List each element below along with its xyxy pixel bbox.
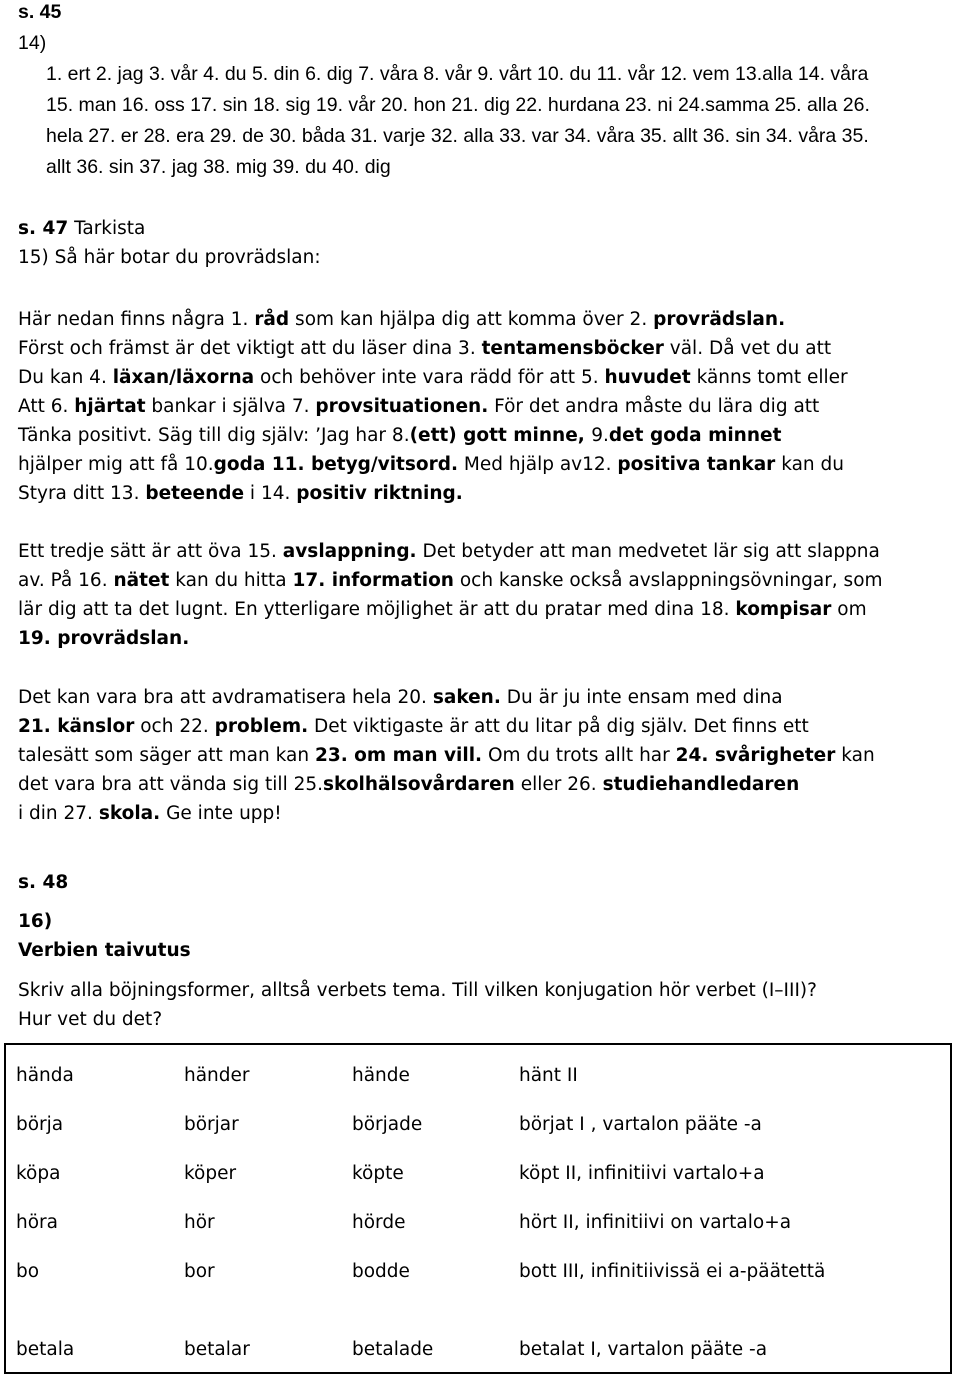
verb-supine: börjat I , vartalon pääte -a bbox=[519, 1114, 762, 1135]
text-segment: bankar i själva 7. bbox=[145, 396, 316, 417]
text-segment: kan du hitta bbox=[169, 570, 293, 591]
text-segment: och behöver inte vara rädd för att 5. bbox=[254, 367, 605, 388]
text-segment: Att 6. bbox=[18, 396, 75, 417]
answer-text: 24. svårigheter bbox=[675, 745, 836, 766]
verb-supine: bott III, infinitiivissä ei a-päätettä bbox=[519, 1261, 826, 1282]
exercise-14-line-2: 15. man 16. oss 17. sin 18. sig 19. vår 20. hon 21. dig 22. hurdana 23. ni 24.samma 25. alla 26. bbox=[46, 94, 870, 116]
text-segment: kan bbox=[835, 745, 875, 766]
answer-text: hjärtat bbox=[74, 396, 146, 417]
verb-supine: köpt II, infinitiivi vartalo+a bbox=[519, 1163, 765, 1184]
text-segment: om bbox=[831, 599, 867, 620]
text-segment: Du är ju inte ensam med dina bbox=[500, 687, 783, 708]
verb-present: betalar bbox=[184, 1339, 250, 1360]
paragraph-line bbox=[18, 479, 948, 508]
text-segment: av. På 16. bbox=[18, 570, 114, 591]
text-segment: i 14. bbox=[244, 483, 297, 504]
exercise-15-paragraph-1 bbox=[18, 305, 948, 508]
exercise-16-title: Verbien taivutus bbox=[18, 940, 191, 961]
text-segment: det vara bra att vända sig till 25. bbox=[18, 774, 324, 795]
page-ref-47: s. 47 Tarkista bbox=[18, 218, 146, 239]
text-segment: Det betyder att man medvetet lär sig att slappna bbox=[416, 541, 880, 562]
verb-supine: hört II, infinitiivi on vartalo+a bbox=[519, 1212, 792, 1233]
text-segment: lär dig att ta det lugnt. En ytterligare möjlighet är att du pratar med dina 18. bbox=[18, 599, 736, 620]
section-48 bbox=[18, 868, 948, 897]
verb-infinitive: bo bbox=[16, 1261, 40, 1282]
answer-text: skola. bbox=[98, 803, 161, 824]
paragraph-line bbox=[18, 624, 948, 653]
paragraph-line bbox=[18, 770, 948, 799]
verb-past: bodde bbox=[352, 1261, 410, 1282]
text-segment: väl. Då vet du att bbox=[663, 338, 832, 359]
answer-text: saken. bbox=[432, 687, 501, 708]
paragraph-line bbox=[18, 363, 948, 392]
verb-infinitive: hända bbox=[16, 1065, 74, 1086]
exercise-16-instruction bbox=[18, 976, 948, 1034]
answer-text: läxan/läxorna bbox=[112, 367, 255, 388]
verb-infinitive: höra bbox=[16, 1212, 58, 1233]
paragraph-line bbox=[18, 683, 948, 712]
answer-text: skolhälsovårdaren bbox=[323, 774, 515, 795]
exercise-16-header bbox=[18, 907, 948, 965]
paragraph-line bbox=[18, 421, 948, 450]
answer-text: studiehandledaren bbox=[602, 774, 800, 795]
answer-text: problem. bbox=[214, 716, 309, 737]
paragraph-line bbox=[18, 305, 948, 334]
text-segment: Det kan vara bra att avdramatisera hela 20. bbox=[18, 687, 433, 708]
verb-infinitive: betala bbox=[16, 1339, 75, 1360]
answer-text: 17. information bbox=[292, 570, 454, 591]
instruction-line-1: Skriv alla böjningsformer, alltså verbets tema. Till vilken konjugation hör verbet (I–III)? bbox=[18, 980, 817, 1001]
exercise-14-line-3: hela 27. er 28. era 29. de 30. båda 31. varje 32. alla 33. var 34. våra 35. allt 36. sin 34. våra 35. bbox=[46, 125, 869, 147]
answer-text: provsituationen. bbox=[315, 396, 489, 417]
answer-text: nätet bbox=[113, 570, 170, 591]
answer-text: kompisar bbox=[735, 599, 832, 620]
answer-text: avslappning. bbox=[282, 541, 417, 562]
text-segment: För det andra måste du lära dig att bbox=[488, 396, 820, 417]
text-segment: som kan hjälpa dig att komma över 2. bbox=[289, 309, 654, 330]
text-segment: Du kan 4. bbox=[18, 367, 113, 388]
page-ref-45: s. 45 bbox=[18, 1, 62, 23]
text-segment: eller 26. bbox=[514, 774, 603, 795]
text-segment: talesätt som säger att man kan bbox=[18, 745, 315, 766]
answer-text: positiv riktning. bbox=[296, 483, 463, 504]
verb-infinitive: köpa bbox=[16, 1163, 61, 1184]
paragraph-line bbox=[18, 741, 948, 770]
text-segment: Ge inte upp! bbox=[160, 803, 282, 824]
text-segment: Styra ditt 13. bbox=[18, 483, 146, 504]
verb-supine: hänt II bbox=[519, 1065, 578, 1086]
verb-present: händer bbox=[184, 1065, 250, 1086]
verb-infinitive: börja bbox=[16, 1114, 64, 1135]
text-segment: 9. bbox=[591, 425, 609, 446]
verb-present: börjar bbox=[184, 1114, 239, 1135]
verb-present: bor bbox=[184, 1261, 215, 1282]
section-45 bbox=[18, 0, 948, 183]
answer-text: (ett) gott minne, bbox=[409, 425, 592, 446]
paragraph-line bbox=[18, 712, 948, 741]
verb-past: köpte bbox=[352, 1163, 404, 1184]
exercise-16-number: 16) bbox=[18, 911, 53, 932]
verb-past: hörde bbox=[352, 1212, 406, 1233]
verb-conjugation-table bbox=[4, 1043, 952, 1374]
page-ref-48: s. 48 bbox=[18, 872, 69, 893]
paragraph-line bbox=[18, 450, 948, 479]
text-segment: Här nedan finns några 1. bbox=[18, 309, 255, 330]
paragraph-line bbox=[18, 595, 948, 624]
verb-present: hör bbox=[184, 1212, 215, 1233]
text-segment: hjälper mig att få 10. bbox=[18, 454, 214, 475]
text-segment: och kanske också avslappningsövningar, som bbox=[453, 570, 883, 591]
section-47 bbox=[18, 214, 948, 272]
exercise-14-line-4: allt 36. sin 37. jag 38. mig 39. du 40. dig bbox=[46, 156, 391, 178]
paragraph-line bbox=[18, 334, 948, 363]
exercise-15-title: 15) Så här botar du provrädslan: bbox=[18, 247, 321, 268]
answer-text: positiva tankar bbox=[617, 454, 776, 475]
exercise-14-line-1: 1. ert 2. jag 3. vår 4. du 5. din 6. dig 7. våra 8. vår 9. vårt 10. du 11. vår 12. vem 13.alla 14. våra bbox=[46, 63, 869, 85]
answer-text: beteende bbox=[145, 483, 245, 504]
verb-past: hände bbox=[352, 1065, 410, 1086]
exercise-15-paragraph-3 bbox=[18, 683, 948, 828]
text-segment: Om du trots allt har bbox=[482, 745, 676, 766]
text-segment: Först och främst är det viktigt att du läser dina 3. bbox=[18, 338, 482, 359]
answer-text: huvudet bbox=[604, 367, 691, 388]
answer-text: goda 11. betyg/vitsord. bbox=[213, 454, 459, 475]
verb-present: köper bbox=[184, 1163, 237, 1184]
answer-text: tentamensböcker bbox=[481, 338, 664, 359]
paragraph-line bbox=[18, 537, 948, 566]
verb-past: började bbox=[352, 1114, 423, 1135]
answer-text: 19. provrädslan. bbox=[18, 628, 190, 649]
paragraph-line bbox=[18, 392, 948, 421]
text-segment: Med hjälp av12. bbox=[458, 454, 618, 475]
verb-past: betalade bbox=[352, 1339, 434, 1360]
answer-text: provrädslan. bbox=[653, 309, 786, 330]
text-segment: Det viktigaste är att du litar på dig själv. Det finns ett bbox=[308, 716, 809, 737]
exercise-14-number: 14) bbox=[18, 32, 47, 54]
verb-supine: betalat I, vartalon pääte -a bbox=[519, 1339, 768, 1360]
text-segment: kan du bbox=[775, 454, 844, 475]
answer-text: 21. känslor bbox=[18, 716, 135, 737]
text-segment: i din 27. bbox=[18, 803, 99, 824]
answer-text: råd bbox=[254, 309, 290, 330]
instruction-line-2: Hur vet du det? bbox=[18, 1009, 163, 1030]
paragraph-line bbox=[18, 799, 948, 828]
text-segment: Ett tredje sätt är att öva 15. bbox=[18, 541, 283, 562]
text-segment: och 22. bbox=[134, 716, 215, 737]
answer-text: 23. om man vill. bbox=[314, 745, 483, 766]
exercise-15-paragraph-2 bbox=[18, 537, 948, 653]
paragraph-line bbox=[18, 566, 948, 595]
answer-text: det goda minnet bbox=[608, 425, 782, 446]
text-segment: Tänka positivt. Säg till dig själv: ’Jag har 8. bbox=[18, 425, 410, 446]
text-segment: känns tomt eller bbox=[690, 367, 848, 388]
